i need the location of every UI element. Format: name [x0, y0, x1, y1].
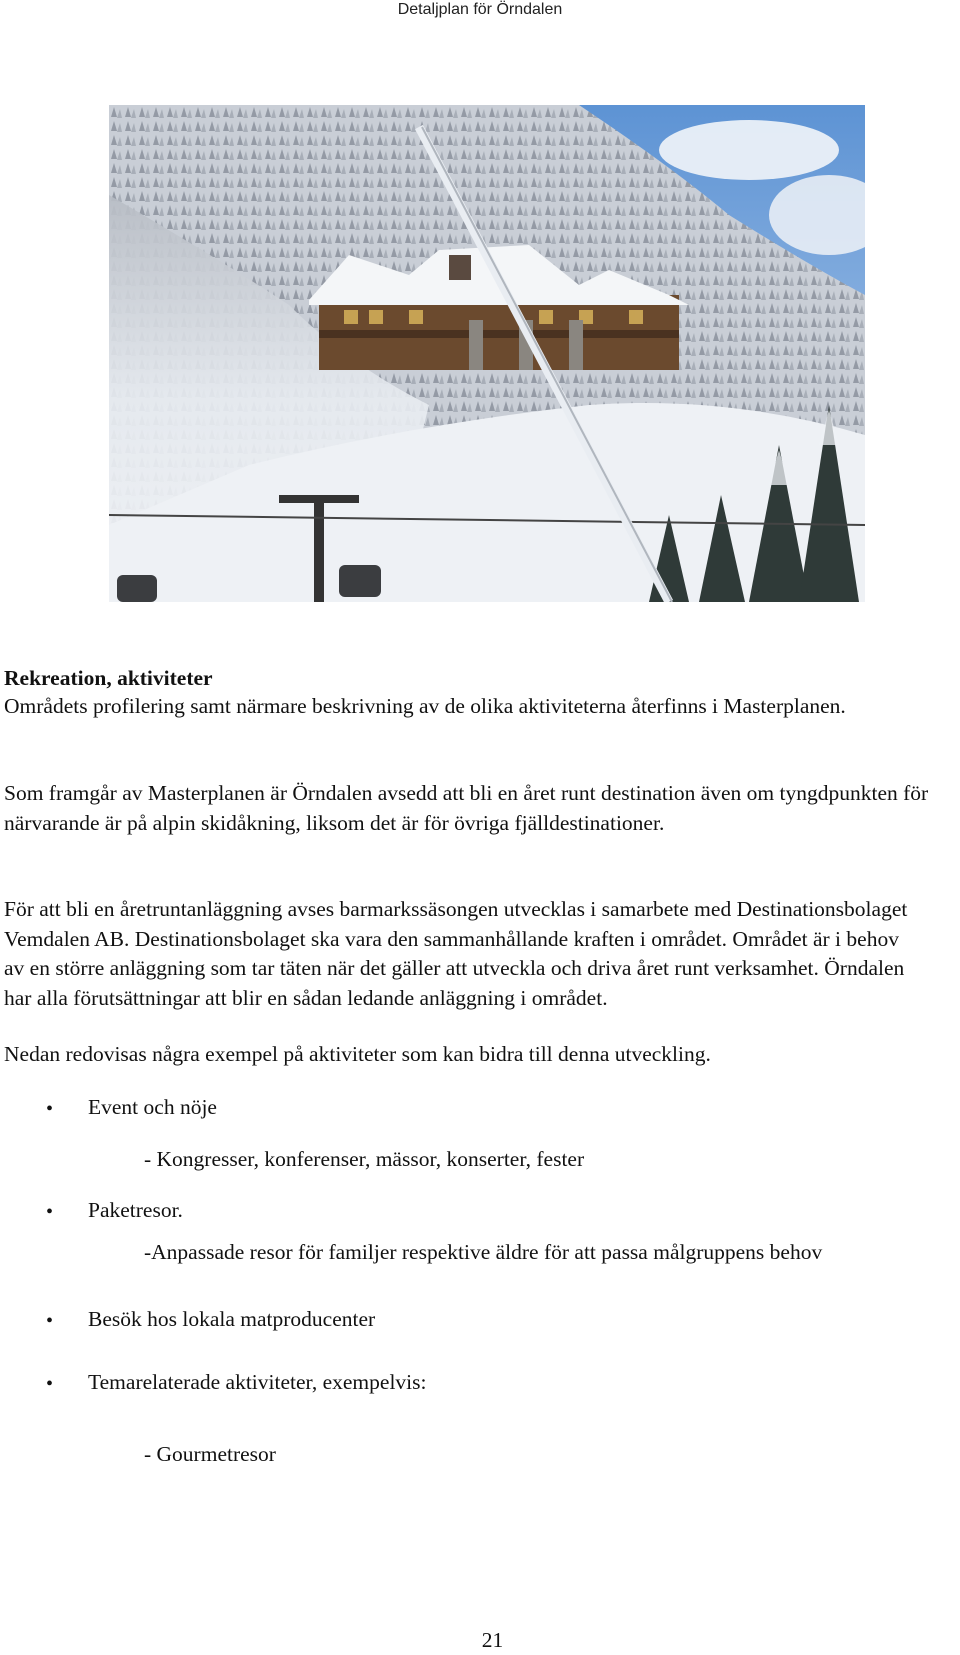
running-header: Detaljplan för Örndalen — [397, 1, 563, 18]
bullet-icon: • — [46, 1201, 54, 1223]
paragraph-destination: Som framgår av Masterplanen är Örndalen avsedd att bli en året runt destination även om tyngdpunkten för närvarande är på alpin skidåkning, liksom det är för övriga fjälldestinationer. — [4, 781, 929, 835]
list-item-detail: -Anpassade resor för familjer respektive äldre för att passa målgruppens behov — [144, 1240, 823, 1264]
winter-mountain-lodge-photo-icon — [109, 105, 865, 602]
paragraph-year-round: För att bli en åretruntanläggning avses barmarkssäsongen utvecklas i samarbete med Destinationsbolaget Vemdalen AB. Destinationsbolaget ska vara den sammanhållande kraften i området. Området är i behov av en större anläggning som tar täten när det gäller att utveckla och driva året runt verksamhet. Örndalen har alla förutsättningar att blir en sådan ledande anläggning i området. — [4, 897, 908, 1010]
paragraph-examples: Nedan redovisas några exempel på aktiviteter som kan bidra till denna utveckling. — [4, 1042, 711, 1066]
bullet-icon: • — [46, 1098, 54, 1120]
winter-lodge-photo — [109, 105, 865, 602]
list-item: Event och nöje — [88, 1095, 217, 1119]
bullet-icon: • — [46, 1310, 54, 1332]
list-item-detail: - Gourmetresor — [144, 1442, 276, 1466]
bullet-icon: • — [46, 1373, 54, 1395]
list-item: Paketresor. — [88, 1198, 183, 1222]
list-item-detail: - Kongresser, konferenser, mässor, konserter, fester — [144, 1147, 585, 1171]
intro-paragraph: Områdets profilering samt närmare beskrivning av de olika aktiviteterna återfinns i Masterplanen. — [4, 694, 846, 718]
list-item: Temarelaterade aktiviteter, exempelvis: — [88, 1370, 427, 1394]
section-heading: Rekreation, aktiviteter — [4, 666, 213, 690]
page-number: 21 — [481, 1628, 504, 1652]
list-item: Besök hos lokala matproducenter — [88, 1307, 376, 1331]
